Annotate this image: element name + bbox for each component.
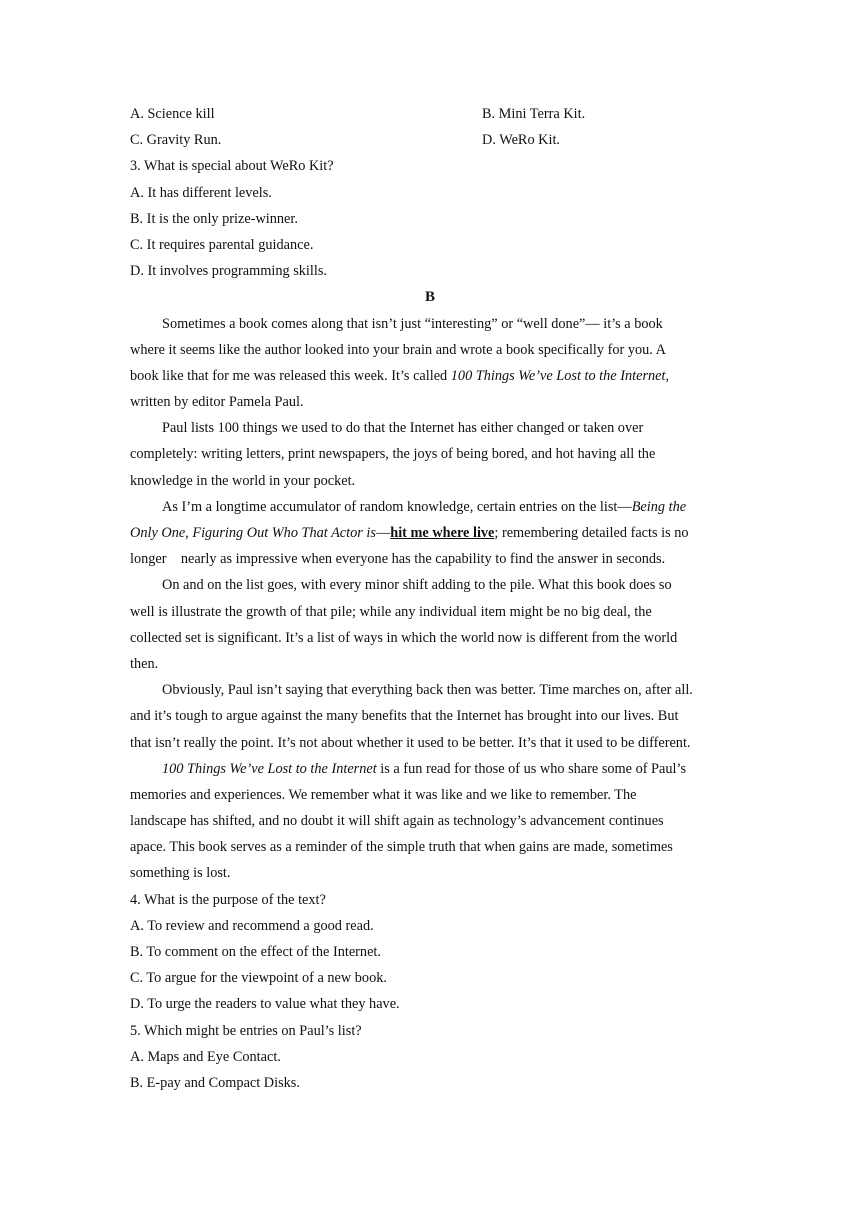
passage-text: is a fun read for those of us who share some of Paul’s: [376, 760, 687, 777]
list-entry-italic: Only One, Figuring Out Who That Actor is: [130, 525, 376, 541]
passage-paragraph-2: [130, 415, 730, 494]
passage-paragraph-1: [130, 311, 730, 416]
passage-line: and it’s tough to argue against the many benefits that the Internet has brought into our lives. But: [130, 708, 679, 725]
list-entry-italic: Being the: [631, 498, 687, 515]
q3-option-d: D. It involves programming skills.: [130, 263, 327, 280]
q2-option-b: B. Mini Terra Kit.: [482, 106, 586, 122]
passage-line: knowledge in the world in your pocket.: [130, 472, 356, 489]
passage-line: [130, 363, 730, 389]
q4-question: 4. What is the purpose of the text?: [130, 891, 326, 908]
q5-question: 5. Which might be entries on Paul’s list?: [130, 1022, 362, 1039]
passage-line: completely: writing letters, print newspapers, the joys of being bored, and hot having all the: [130, 446, 656, 463]
q2-option-d: D. WeRo Kit.: [482, 132, 561, 149]
q2-option-a: A. Science kill: [130, 106, 215, 122]
passage-line: that isn’t really the point. It’s not about whether it used to be better. It’s that it used to be different.: [130, 734, 691, 751]
passage-line: Paul lists 100 things we used to do that the Internet has either changed or taken over: [162, 420, 644, 437]
q3-question: 3. What is special about WeRo Kit?: [130, 158, 334, 175]
q3-option-b: B. It is the only prize-winner.: [130, 210, 298, 227]
passage-line: where it seems like the author looked into your brain and wrote a book specifically for you. A: [130, 341, 666, 358]
q4-option-b: B. To comment on the effect of the Internet.: [130, 944, 381, 960]
passage-text: book like that for me was released this week. It’s called: [130, 367, 451, 384]
passage-paragraph-6: [130, 756, 730, 887]
passage-line: On and on the list goes, with every minor shift adding to the pile. What this book does so: [162, 577, 672, 594]
book-title: 100 Things We’ve Lost to the Internet: [450, 367, 666, 384]
q2-options-row-2: [130, 127, 730, 153]
passage-line: [130, 520, 730, 546]
q3-option-c: C. It requires parental guidance.: [130, 236, 314, 253]
passage-line: then.: [130, 655, 159, 672]
book-title: 100 Things We’ve Lost to the Internet: [162, 760, 377, 777]
q3-option-a: A. It has different levels.: [130, 184, 272, 201]
q2-options-row-1: [130, 101, 730, 127]
passage-line: something is lost.: [130, 865, 231, 882]
passage-line: well is illustrate the growth of that pile; while any individual item might be no big deal, the: [130, 603, 652, 620]
passage-paragraph-5: [130, 677, 730, 756]
passage-line: [130, 756, 730, 782]
underlined-phrase: hit me where live: [390, 525, 495, 541]
passage-paragraph-4: [130, 572, 730, 677]
q5-option-b: B. E-pay and Compact Disks.: [130, 1074, 300, 1091]
q5-option-a: A. Maps and Eye Contact.: [130, 1048, 281, 1065]
passage-text: —: [375, 525, 391, 541]
passage-line: written by editor Pamela Paul.: [130, 394, 304, 411]
passage-line: [130, 494, 730, 520]
passage-text: As I’m a longtime accumulator of random knowledge, certain entries on the list—: [162, 498, 632, 515]
passage-line: longer nearly as impressive when everyone has the capability to find the answer in seconds.: [130, 551, 666, 568]
section-heading-b: B: [424, 289, 435, 306]
passage-text: ,: [665, 367, 670, 384]
passage-paragraph-3: [130, 494, 730, 573]
document-page: [130, 101, 730, 1096]
passage-line: collected set is significant. It’s a list of ways in which the world now is different from the world: [130, 629, 678, 646]
passage-line: landscape has shifted, and no doubt it will shift again as technology’s advancement continues: [130, 813, 664, 830]
q4-option-d: D. To urge the readers to value what they have.: [130, 996, 400, 1013]
passage-line: apace. This book serves as a reminder of the simple truth that when gains are made, sometimes: [130, 839, 673, 856]
passage-line: memories and experiences. We remember what it was like and we like to remember. The: [130, 786, 637, 803]
q4-option-c: C. To argue for the viewpoint of a new book.: [130, 970, 387, 987]
q4-option-a: A. To review and recommend a good read.: [130, 917, 374, 934]
passage-line: Obviously, Paul isn’t saying that everything back then was better. Time marches on, after all.: [162, 682, 693, 699]
q2-option-c: C. Gravity Run.: [130, 132, 222, 149]
passage-text: ; remembering detailed facts is no: [494, 525, 689, 541]
passage-line: Sometimes a book comes along that isn’t just “interesting” or “well done”— it’s a book: [162, 315, 663, 332]
